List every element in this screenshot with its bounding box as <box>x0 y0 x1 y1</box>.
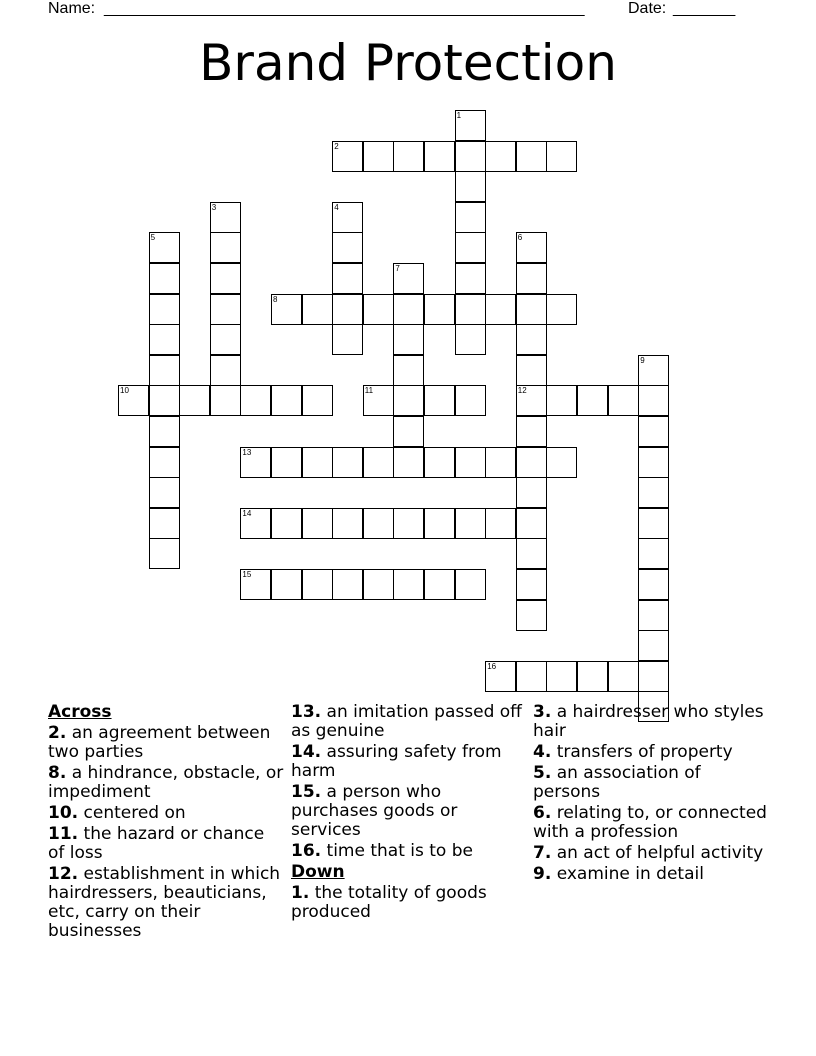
grid-cell[interactable] <box>393 324 424 355</box>
grid-cell[interactable] <box>240 569 271 600</box>
grid-cell[interactable] <box>393 355 424 386</box>
grid-cell[interactable] <box>210 324 241 355</box>
grid-cell[interactable] <box>638 630 669 661</box>
grid-cell[interactable] <box>271 508 302 539</box>
clues-column-2 <box>291 703 527 924</box>
grid-cell[interactable] <box>608 661 639 692</box>
grid-cell[interactable] <box>393 385 424 416</box>
clue-down-1: 1. the totality of goods produced <box>291 883 487 922</box>
grid-cell[interactable] <box>638 477 669 508</box>
clue-across-8: 8. a hindrance, obstacle, or impediment <box>48 763 284 802</box>
grid-cell[interactable] <box>516 141 547 172</box>
grid-cell[interactable] <box>455 263 486 294</box>
clue-number: 16 <box>487 661 497 671</box>
grid-cell[interactable] <box>485 141 516 172</box>
grid-cell[interactable] <box>149 294 180 325</box>
grid-cell[interactable] <box>240 447 271 478</box>
clue-number: 13 <box>242 447 252 457</box>
grid-cell[interactable] <box>455 508 486 539</box>
grid-cell[interactable] <box>608 385 639 416</box>
clue-number: 14 <box>242 508 252 518</box>
grid-cell[interactable] <box>302 294 333 325</box>
grid-cell[interactable] <box>638 569 669 600</box>
grid-cell[interactable] <box>516 600 547 631</box>
grid-cell[interactable] <box>424 508 455 539</box>
grid-cell[interactable] <box>363 447 394 478</box>
grid-cell[interactable] <box>485 447 516 478</box>
grid-cell[interactable] <box>638 447 669 478</box>
grid-cell[interactable] <box>485 661 516 692</box>
grid-cell[interactable] <box>332 263 363 294</box>
grid-cell[interactable] <box>455 202 486 233</box>
clues-column-3 <box>533 703 769 886</box>
grid-cell[interactable] <box>302 508 333 539</box>
grid-cell[interactable] <box>149 324 180 355</box>
grid-cell[interactable] <box>424 569 455 600</box>
grid-cell[interactable] <box>516 416 547 447</box>
clue-across-12: 12. establishment in which hairdressers, beauticians, etc, carry on their businesses <box>48 864 281 941</box>
clue-number: 7 <box>395 264 400 273</box>
grid-cell[interactable] <box>393 508 424 539</box>
clue-across-14: 14. assuring safety from harm <box>291 742 502 781</box>
grid-cell[interactable] <box>638 600 669 631</box>
grid-cell[interactable] <box>332 202 363 233</box>
grid-cell[interactable] <box>393 141 424 172</box>
grid-cell[interactable] <box>393 294 424 325</box>
clue-down-5: 5. an association of persons <box>533 763 701 802</box>
grid-cell[interactable] <box>455 110 486 141</box>
grid-cell[interactable] <box>149 508 180 539</box>
clue-down-7: 7. an act of helpful activity <box>533 843 764 863</box>
grid-cell[interactable] <box>271 294 302 325</box>
clue-down-9: 9. examine in detail <box>533 864 704 884</box>
grid-cell[interactable] <box>240 385 271 416</box>
grid-cell[interactable] <box>332 324 363 355</box>
grid-cell[interactable] <box>149 385 180 416</box>
grid-cell[interactable] <box>577 661 608 692</box>
grid-cell[interactable] <box>393 263 424 294</box>
clue-across-2: 2. an agreement between two parties <box>48 723 271 762</box>
grid-cell[interactable] <box>516 263 547 294</box>
grid-cell[interactable] <box>516 569 547 600</box>
grid-cell[interactable] <box>455 385 486 416</box>
grid-cell[interactable] <box>455 324 486 355</box>
grid-cell[interactable] <box>455 171 486 202</box>
grid-cell[interactable] <box>516 508 547 539</box>
grid-cell[interactable] <box>516 661 547 692</box>
grid-cell[interactable] <box>638 661 669 692</box>
grid-cell[interactable] <box>149 355 180 386</box>
grid-cell[interactable] <box>516 324 547 355</box>
grid-cell[interactable] <box>210 202 241 233</box>
grid-cell[interactable] <box>455 232 486 263</box>
grid-cell[interactable] <box>149 263 180 294</box>
grid-cell[interactable] <box>271 447 302 478</box>
grid-cell[interactable] <box>638 538 669 569</box>
clue-number: 1 <box>456 111 462 120</box>
grid-cell[interactable] <box>118 385 149 416</box>
page-title: Brand Protection <box>199 34 617 92</box>
clue-across-11: 11. the hazard or chance of loss <box>48 824 265 863</box>
grid-cell[interactable] <box>638 385 669 416</box>
clue-number: 11 <box>364 386 374 396</box>
grid-cell[interactable] <box>149 232 180 263</box>
grid-cell[interactable] <box>638 416 669 447</box>
grid-cell[interactable] <box>424 294 455 325</box>
grid-cell[interactable] <box>393 569 424 600</box>
grid-cell[interactable] <box>546 294 577 325</box>
grid-cell[interactable] <box>363 569 394 600</box>
grid-cell[interactable] <box>332 569 363 600</box>
grid-cell[interactable] <box>302 447 333 478</box>
clue-number: 15 <box>242 570 252 579</box>
grid-cell[interactable] <box>546 447 577 478</box>
name-label: Name: <box>48 0 96 17</box>
grid-cell[interactable] <box>210 263 241 294</box>
across-heading: Across <box>48 702 112 722</box>
clue-number: 3 <box>211 202 217 212</box>
clues-column-1 <box>48 703 284 943</box>
grid-cell[interactable] <box>638 355 669 386</box>
clue-across-15: 15. a person who purchases goods or services <box>291 782 458 840</box>
grid-cell[interactable] <box>302 569 333 600</box>
grid-cell[interactable] <box>332 447 363 478</box>
grid-cell[interactable] <box>240 508 271 539</box>
clue-number: 9 <box>640 355 645 365</box>
grid-cell[interactable] <box>149 416 180 447</box>
grid-cell[interactable] <box>302 385 333 416</box>
grid-cell[interactable] <box>271 569 302 600</box>
grid-cell[interactable] <box>485 294 516 325</box>
grid-cell[interactable] <box>516 355 547 386</box>
grid-cell[interactable] <box>516 538 547 569</box>
grid-cell[interactable] <box>485 508 516 539</box>
grid-cell[interactable] <box>516 385 547 416</box>
grid-cell[interactable] <box>210 294 241 325</box>
grid-cell[interactable] <box>393 447 424 478</box>
grid-cell[interactable] <box>393 416 424 447</box>
down-heading: Down <box>291 862 345 882</box>
grid-cell[interactable] <box>455 294 486 325</box>
clue-down-4: 4. transfers of property <box>533 742 733 762</box>
clue-across-10: 10. centered on <box>48 803 186 823</box>
grid-cell[interactable] <box>516 294 547 325</box>
grid-cell[interactable] <box>210 355 241 386</box>
grid-cell[interactable] <box>332 141 363 172</box>
date-field[interactable]: _______ <box>673 0 736 17</box>
grid-cell[interactable] <box>455 569 486 600</box>
date-label: Date: <box>628 0 667 17</box>
grid-cell[interactable] <box>424 447 455 478</box>
clue-down-6: 6. relating to, or connected with a profession <box>533 803 767 842</box>
clue-number: 12 <box>517 386 527 396</box>
name-field[interactable]: ______________________________________________________ <box>104 0 585 17</box>
clue-across-16: 16. time that is to be <box>291 841 473 861</box>
clue-number: 2 <box>334 141 339 151</box>
clue-number: 5 <box>150 233 156 243</box>
grid-cell[interactable] <box>546 385 577 416</box>
grid-cell[interactable] <box>149 538 180 569</box>
grid-cell[interactable] <box>455 447 486 478</box>
grid-cell[interactable] <box>363 141 394 172</box>
grid-cell[interactable] <box>455 141 486 172</box>
grid-cell[interactable] <box>363 508 394 539</box>
grid-cell[interactable] <box>424 385 455 416</box>
grid-cell[interactable] <box>210 385 241 416</box>
clue-number: 10 <box>120 386 129 396</box>
grid-cell[interactable] <box>332 232 363 263</box>
clue-across-13: 13. an imitation passed off as genuine <box>291 702 522 741</box>
grid-cell[interactable] <box>546 141 577 172</box>
clue-number: 4 <box>334 202 339 212</box>
grid-cell[interactable] <box>332 294 363 325</box>
grid-cell[interactable] <box>332 508 363 539</box>
grid-cell[interactable] <box>210 232 241 263</box>
grid-cell[interactable] <box>363 294 394 325</box>
grid-cell[interactable] <box>179 385 210 416</box>
grid-cell[interactable] <box>516 447 547 478</box>
grid-cell[interactable] <box>424 141 455 172</box>
grid-cell[interactable] <box>516 477 547 508</box>
grid-cell[interactable] <box>149 477 180 508</box>
grid-cell[interactable] <box>149 447 180 478</box>
grid-cell[interactable] <box>516 232 547 263</box>
grid-cell[interactable] <box>577 385 608 416</box>
clue-down-3: 3. a hairdresser who styles hair <box>533 702 764 741</box>
clue-number: 6 <box>517 233 523 243</box>
grid-cell[interactable] <box>271 385 302 416</box>
grid-cell[interactable] <box>546 661 577 692</box>
grid-cell[interactable] <box>638 508 669 539</box>
clue-number: 8 <box>273 294 278 304</box>
grid-cell[interactable] <box>363 385 394 416</box>
